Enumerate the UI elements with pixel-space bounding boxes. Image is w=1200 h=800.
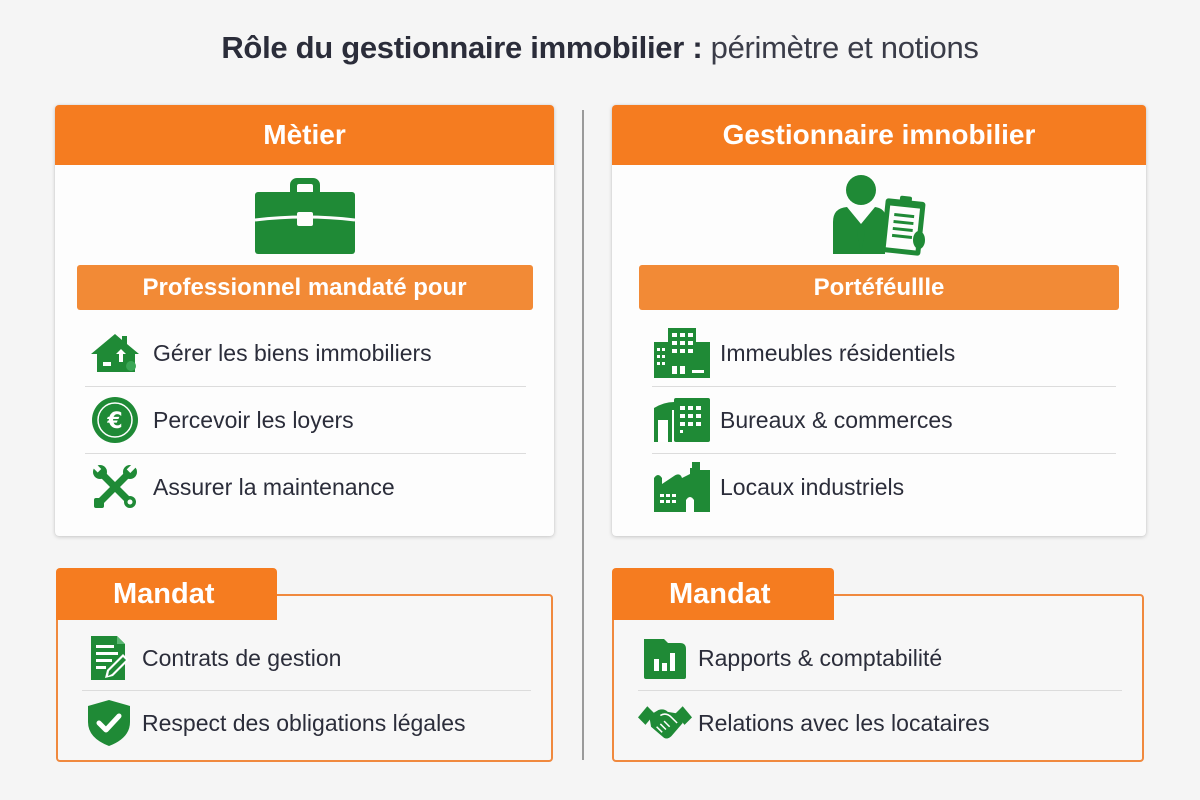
euro-coin-icon: [85, 396, 145, 444]
list-item: [652, 320, 1116, 386]
portefeuille-list: [612, 320, 1146, 520]
mandat-tab-right: Mandat: [612, 568, 834, 620]
shield-check-icon: [82, 700, 136, 746]
subheader-portefeuille: Portéféullle: [639, 265, 1119, 310]
item-label: Assurer la maintenance: [153, 473, 395, 500]
briefcase-icon: [55, 165, 554, 265]
mandat-box-right: [612, 577, 1144, 762]
item-label: Locaux industriels: [720, 473, 905, 500]
list-item: [652, 454, 1116, 520]
item-label: Immeubles résidentiels: [720, 339, 956, 366]
contract-icon: [82, 636, 136, 680]
list-item: [82, 626, 531, 690]
title-bold: Rôle du gestionnaire immobilier :: [221, 30, 703, 65]
card-header-metier: Mètier: [55, 105, 554, 165]
center-divider: [582, 110, 584, 760]
metier-list: [55, 320, 554, 520]
item-label: Rapports & comptabilité: [698, 644, 943, 671]
apartment-building-icon: [652, 328, 712, 378]
mandat-list-left: [82, 626, 531, 755]
page-title: [0, 30, 1200, 66]
list-item: [638, 626, 1122, 690]
list-item: [638, 691, 1122, 755]
card-header-gestionnaire: Gestionnaire imnobilier: [612, 105, 1146, 165]
mandat-list-right: [638, 626, 1122, 755]
list-item: [652, 387, 1116, 453]
card-metier: [55, 105, 554, 536]
item-label: Percevoir les loyers: [153, 406, 354, 433]
manager-clipboard-icon: [612, 165, 1146, 265]
handshake-icon: [638, 703, 692, 743]
list-item: [82, 691, 531, 755]
subheader-metier: Professionnel mandaté pour: [77, 265, 533, 310]
card-gestionnaire: [612, 105, 1146, 536]
item-label: Gérer les biens immobiliers: [153, 339, 432, 366]
list-item: [85, 454, 526, 520]
item-label: Contrats de gestion: [142, 644, 342, 671]
office-building-icon: [652, 398, 712, 442]
house-icon: [85, 332, 145, 374]
list-item: [85, 387, 526, 453]
item-label: Relations avec les locataires: [698, 709, 990, 736]
title-light: périmètre et notions: [702, 30, 979, 65]
tools-icon: [85, 463, 145, 511]
item-label: Respect des obligations légales: [142, 709, 466, 736]
list-item: [85, 320, 526, 386]
mandat-box-left: [56, 577, 553, 762]
report-chart-icon: [638, 637, 692, 679]
mandat-tab-left: Mandat: [56, 568, 277, 620]
svg-text:€: €: [107, 409, 123, 434]
factory-icon: [652, 462, 712, 512]
item-label: Bureaux & commerces: [720, 406, 953, 433]
